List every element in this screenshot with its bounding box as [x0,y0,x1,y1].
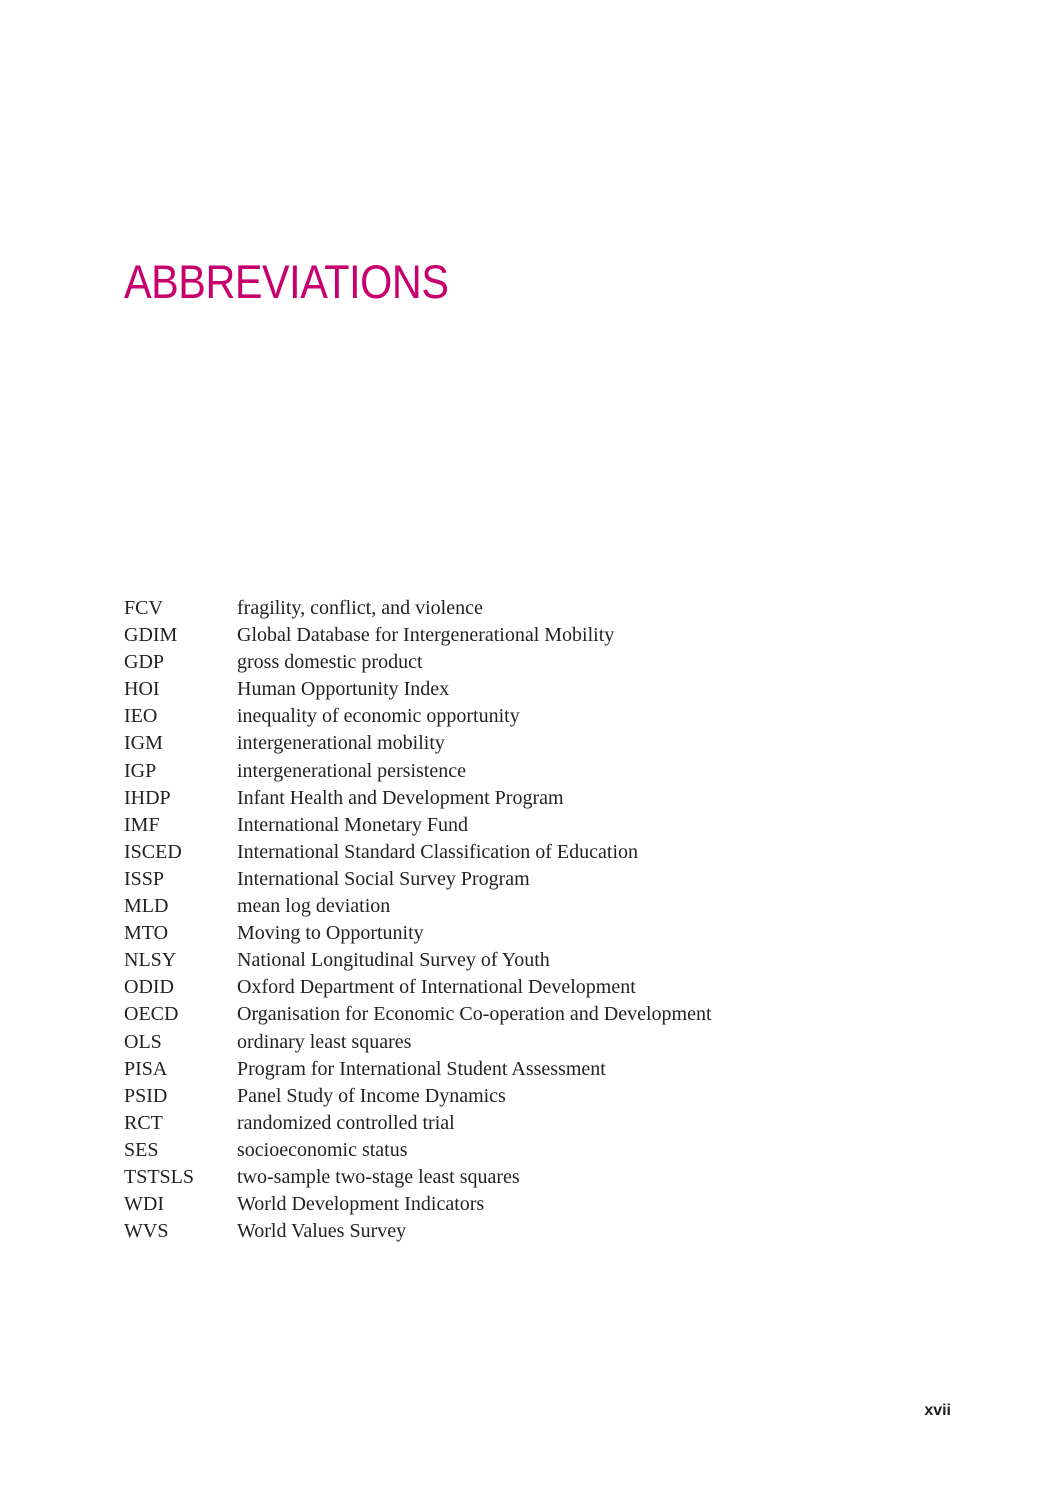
abbreviation-definition: International Monetary Fund [237,813,469,836]
abbreviation-row [124,649,824,676]
abbreviation-definition: Moving to Opportunity [237,922,424,945]
abbreviation-row [124,1029,824,1056]
abbreviation-term: MLD [124,895,169,918]
abbreviation-definition: intergenerational persistence [237,759,466,782]
abbreviation-term: ISSP [124,867,165,890]
abbreviation-term: IHDP [124,786,171,809]
abbreviation-definition: World Values Survey [237,1220,407,1243]
abbreviation-definition: International Standard Classification of Education [237,840,638,863]
abbreviation-row [124,595,824,622]
abbreviation-row [124,974,824,1001]
abbreviation-row [124,1001,824,1028]
abbreviation-definition: Infant Health and Development Program [237,786,564,809]
abbreviation-definition: Panel Study of Income Dynamics [237,1084,506,1107]
abbreviation-term: WVS [124,1220,169,1243]
abbreviation-row [124,1110,824,1137]
abbreviation-row [124,622,824,649]
abbreviation-row [124,785,824,812]
abbreviation-row [124,1137,824,1164]
abbreviation-term: MTO [124,922,169,945]
page-number: xvii [924,1402,951,1419]
abbreviation-list [124,595,824,1245]
abbreviation-definition: randomized controlled trial [237,1111,455,1134]
abbreviation-term: OECD [124,1003,179,1026]
abbreviation-term: SES [124,1138,159,1161]
abbreviation-definition: Organisation for Economic Co-operation and Development [237,1003,712,1026]
abbreviation-term: OLS [124,1030,162,1053]
abbreviation-definition: Human Opportunity Index [237,678,450,701]
abbreviation-row [124,839,824,866]
abbreviation-row [124,730,824,757]
abbreviation-term: IMF [124,813,160,836]
abbreviation-term: GDP [124,651,165,674]
abbreviation-row [124,1056,824,1083]
abbreviation-term: IEO [124,705,158,728]
abbreviation-term: TSTSLS [124,1165,195,1188]
abbreviation-row [124,1218,824,1245]
abbreviation-row [124,947,824,974]
abbreviation-row [124,893,824,920]
abbreviation-definition: International Social Survey Program [237,867,530,890]
abbreviation-definition: socioeconomic status [237,1138,408,1161]
abbreviation-term: PISA [124,1057,168,1080]
abbreviation-definition: intergenerational mobility [237,732,445,755]
abbreviation-definition: mean log deviation [237,895,391,918]
abbreviation-definition: ordinary least squares [237,1030,412,1053]
abbreviation-row [124,676,824,703]
abbreviation-row [124,758,824,785]
abbreviation-definition: inequality of economic opportunity [237,705,520,728]
abbreviation-term: RCT [124,1111,163,1134]
abbreviation-term: NLSY [124,949,177,972]
abbreviation-definition: World Development Indicators [237,1193,485,1216]
abbreviation-term: IGM [124,732,163,755]
abbreviation-term: FCV [124,597,163,619]
abbreviation-definition: Global Database for Intergenerational Mobility [237,624,615,647]
abbreviation-term: IGP [124,759,157,782]
abbreviation-row [124,1083,824,1110]
abbreviation-row [124,1164,824,1191]
abbreviation-term: HOI [124,678,160,701]
abbreviation-definition: National Longitudinal Survey of Youth [237,949,550,972]
abbreviation-term: ODID [124,976,174,999]
abbreviation-row [124,866,824,893]
abbreviation-definition: gross domestic product [237,651,423,674]
abbreviation-row [124,1191,824,1218]
abbreviation-definition: Program for International Student Assessment [237,1057,606,1080]
abbreviation-definition: two-sample two-stage least squares [237,1165,520,1188]
abbreviation-term: ISCED [124,840,182,863]
abbreviation-term: PSID [124,1084,168,1107]
abbreviation-definition: Oxford Department of International Development [237,976,636,999]
abbreviation-row [124,703,824,730]
abbreviation-row [124,920,824,947]
abbreviation-row [124,812,824,839]
abbreviation-term: WDI [124,1193,164,1216]
abbreviation-term: GDIM [124,624,178,647]
abbreviation-definition: fragility, conflict, and violence [237,597,483,619]
page-title: ABBREVIATIONS [124,255,449,308]
